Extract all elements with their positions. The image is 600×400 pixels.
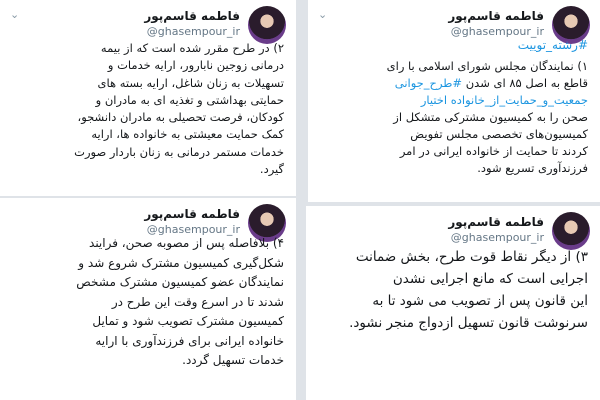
tweet-line: صحن را به کمیسیون مشترکی متشکل از [393, 110, 588, 124]
tweet-line [320, 75, 588, 92]
tweet-line: اجرایی است که مانع اجرایی نشدن [392, 271, 588, 287]
tweet-line: کردند تا حمایت از خانواده ایرانی در امر [399, 144, 588, 158]
tweet-card-1[interactable] [308, 0, 600, 202]
tweet-card-2[interactable] [0, 0, 296, 196]
handle[interactable]: @ghasempour_ir [146, 223, 240, 236]
display-name[interactable]: فاطمه قاسم‌پور [448, 215, 544, 229]
handle[interactable]: @ghasempour_ir [450, 231, 544, 244]
tweet-line: سرنوشت قانون تسهیل ازدواج منجر نشود. [349, 315, 588, 331]
tweet-line: کمیسیون مشترک تصویب شود و تمایل [92, 314, 284, 328]
tweet-text [318, 246, 588, 334]
tweet-text [320, 58, 588, 177]
tweet-line: کمیسیون‌های تخصصی مجلس تفویض [410, 127, 588, 141]
hashtag-link[interactable]: #رشته_توییت [517, 38, 588, 52]
handle[interactable]: @ghasempour_ir [450, 25, 544, 38]
avatar[interactable] [552, 212, 590, 250]
display-name[interactable]: فاطمه قاسم‌پور [144, 9, 240, 23]
tweet-line: این قانون پس از تصویب می شود تا به [372, 293, 588, 309]
tweet-text [12, 234, 284, 371]
display-name[interactable]: فاطمه قاسم‌پور [448, 9, 544, 23]
tweet-line: ۳) از دیگر نقاط قوت طرح، بخش ضمانت [355, 249, 588, 265]
tweet-line: شکل‌گیری کمیسیون مشترک شروع شد و [78, 255, 284, 270]
tweet-line: ۴) بلافاصله پس از مصوبه صحن، فرایند [89, 236, 284, 250]
tweet-line: حمایتی بهداشتی و تغذیه ای به مادران و [95, 92, 284, 107]
tweet-line-part: قاطع به اصل ۸۵ ای شدن [465, 76, 588, 90]
tweet-line: تسهیلات به زنان شاغل، ارایه بسته های [97, 75, 284, 90]
tweet-line: ۲) در طرح مقرر شده است که از بیمه [100, 41, 284, 55]
display-name[interactable]: فاطمه قاسم‌پور [144, 207, 240, 221]
tweet-line: خدمات مستمر درمانی به زنان باردار صورت [74, 144, 284, 159]
tweet-line: خدمات تسهیل گردد. [182, 353, 284, 367]
tweet-card-3[interactable] [306, 206, 600, 400]
handle[interactable]: @ghasempour_ir [146, 25, 240, 38]
tweet-line: درمانی زوجین نابارور، ارایه خدمات و [107, 58, 284, 73]
tweet-line: فرزندآوری تسریع شود. [477, 161, 588, 175]
chevron-down-icon[interactable]: ⌄ [318, 8, 328, 21]
tweet-line: خانواده ایرانی برای فرزندآوری با ارایه [95, 333, 284, 348]
avatar[interactable] [248, 6, 286, 44]
tweet-line: کودکان، فرصت تحصیلی به مادران دانشجو، [77, 110, 284, 125]
tweet-line: شدند تا در اسرع وقت این طرح در [111, 294, 284, 309]
tweet-card-4[interactable] [0, 198, 296, 400]
tweet-line: کمک حمایت معیشتی به خانواده ها، ارایه [91, 127, 284, 142]
tweet-text [12, 40, 284, 178]
tweet-line: ۱) نمایندگان مجلس شورای اسلامی با رای [386, 59, 588, 73]
chevron-down-icon[interactable]: ⌄ [10, 8, 20, 21]
tweet-line: گیرد. [259, 162, 284, 177]
hashtag-link[interactable]: جمعیت_و_حمایت_از_خانواده اختیار [420, 93, 588, 107]
hashtag-link[interactable]: #طرح_جوانی [394, 76, 463, 90]
tweet-line: نمایندگان عضو کمیسیون مشترک مشخص [76, 275, 284, 289]
